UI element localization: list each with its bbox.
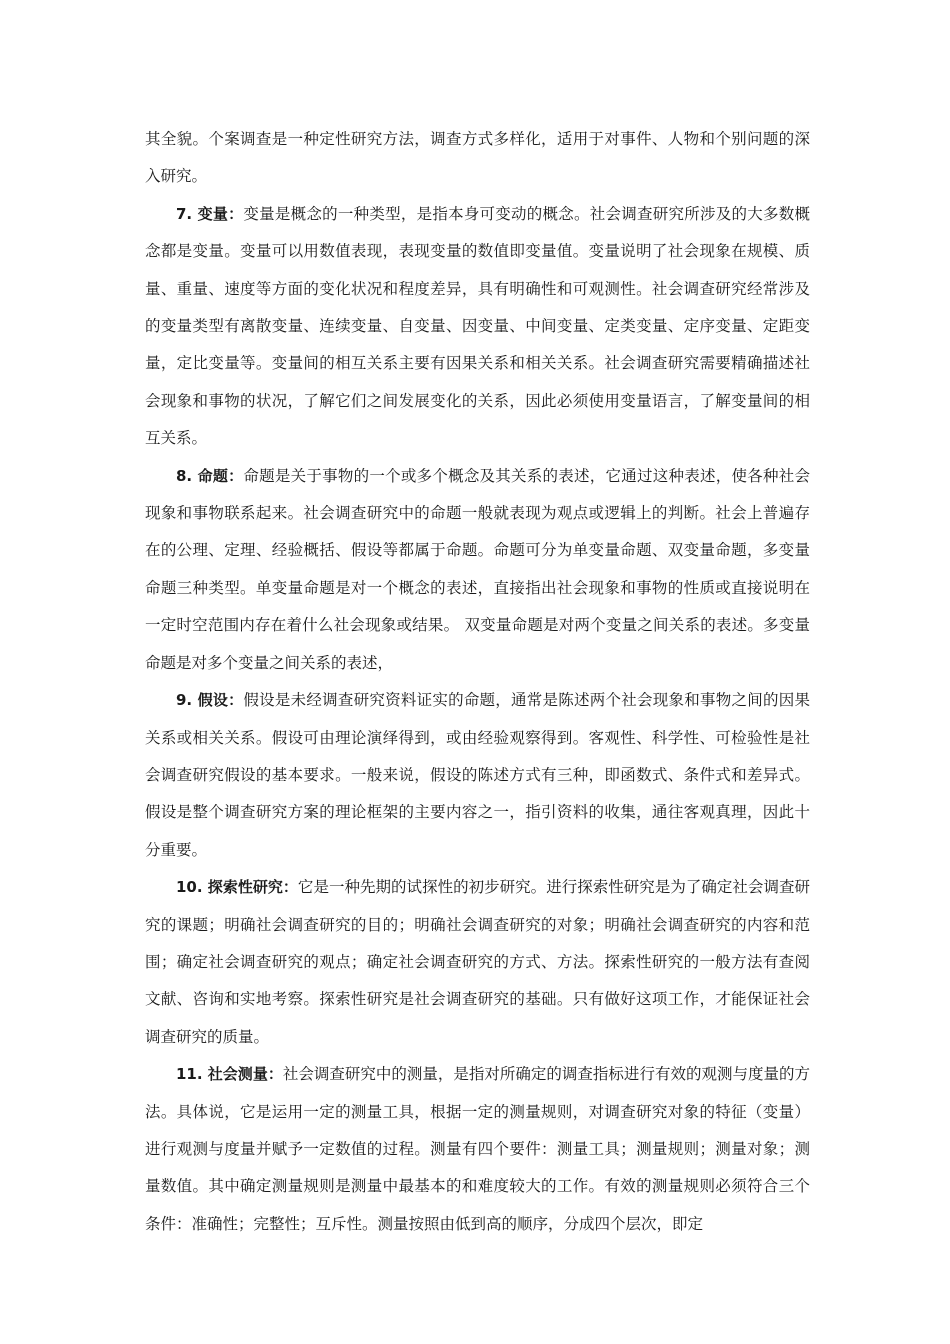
paragraph-proposition xyxy=(145,458,810,682)
paragraph-body: 命题是关于事物的一个或多个概念及其关系的表述，它通过这种表述，使各种社会现象和事物联系起来。社会调查研究中的命题一般就表现为观点或逻辑上的判断。社会上普遍存在的公理、定理、经验概括、假设等都属于命题。命题可分为单变量命题、双变量命题，多变量命题三种类型。单变量命题是对一个概念的表述，直接指出社会现象和事物的性质或直接说明在一定时空范围内存在着什么社会现象或结果。 双变量命题是对两个变量之间关系的表述。多变量命题是对多个变量之间关系的表述， xyxy=(145,466,810,672)
paragraph-hypothesis xyxy=(145,682,810,869)
term-heading: 7. 变量： xyxy=(176,204,244,223)
paragraph-social-measurement xyxy=(145,1056,810,1243)
term-heading: 8. 命题： xyxy=(176,466,244,485)
term-heading: 10. 探索性研究： xyxy=(176,878,298,897)
paragraph-variable xyxy=(145,196,810,458)
term-heading: 9. 假设： xyxy=(176,691,244,710)
paragraph-exploratory-research xyxy=(145,869,810,1056)
paragraph-body: 变量是概念的一种类型，是指本身可变动的概念。社会调查研究所涉及的大多数概念都是变量。变量可以用数值表现，表现变量的数值即变量值。变量说明了社会现象在规模、质量、重量、速度等方面的变化状况和程度差异，具有明确性和可观测性。社会调查研究经常涉及的变量类型有离散变量、连续变量、自变量、因变量、中间变量、定类变量、定序变量、定距变量，定比变量等。变量间的相互关系主要有因果关系和相关关系。社会调查研究需要精确描述社会现象和事物的状况，了解它们之间发展变化的关系，因此必须使用变量语言，了解变量间的相互关系。 xyxy=(145,204,810,448)
paragraph-body: 假设是未经调查研究资料证实的命题，通常是陈述两个社会现象和事物之间的因果关系或相关关系。假设可由理论演绎得到，或由经验观察得到。客观性、科学性、可检验性是社会调查研究假设的基本要求。一般来说，假设的陈述方式有三种，即函数式、条件式和差异式。假设是整个调查研究方案的理论框架的主要内容之一，指引资料的收集，通往客观真理，因此十分重要。 xyxy=(145,691,810,859)
paragraph-body: 社会调查研究中的测量，是指对所确定的调查指标进行有效的观测与度量的方法。具体说，它是运用一定的测量工具，根据一定的测量规则，对调查研究对象的特征（变量）进行观测与度量并赋予一定数值的过程。测量有四个要件：测量工具；测量规则；测量对象；测量数值。其中确定测量规则是测量中最基本的和难度较大的工作。有效的测量规则必须符合三个条件：准确性；完整性；互斥性。测量按照由低到高的顺序，分成四个层次，即定 xyxy=(145,1065,810,1233)
document-page xyxy=(145,121,810,1243)
term-heading: 11. 社会测量： xyxy=(176,1065,283,1084)
paragraph-body: 其全貌。个案调查是一种定性研究方法，调查方式多样化，适用于对事件、人物和个别问题的深入研究。 xyxy=(145,130,810,186)
paragraph-body: 它是一种先期的试探性的初步研究。进行探索性研究是为了确定社会调查研究的课题；明确社会调查研究的目的；明确社会调查研究的对象；明确社会调查研究的内容和范围；确定社会调查研究的观点；确定社会调查研究的方式、方法。探索性研究的一般方法有查阅文献、咨询和实地考察。探索性研究是社会调查研究的基础。只有做好这项工作，才能保证社会调查研究的质量。 xyxy=(145,878,810,1046)
paragraph-continuation xyxy=(145,121,810,196)
